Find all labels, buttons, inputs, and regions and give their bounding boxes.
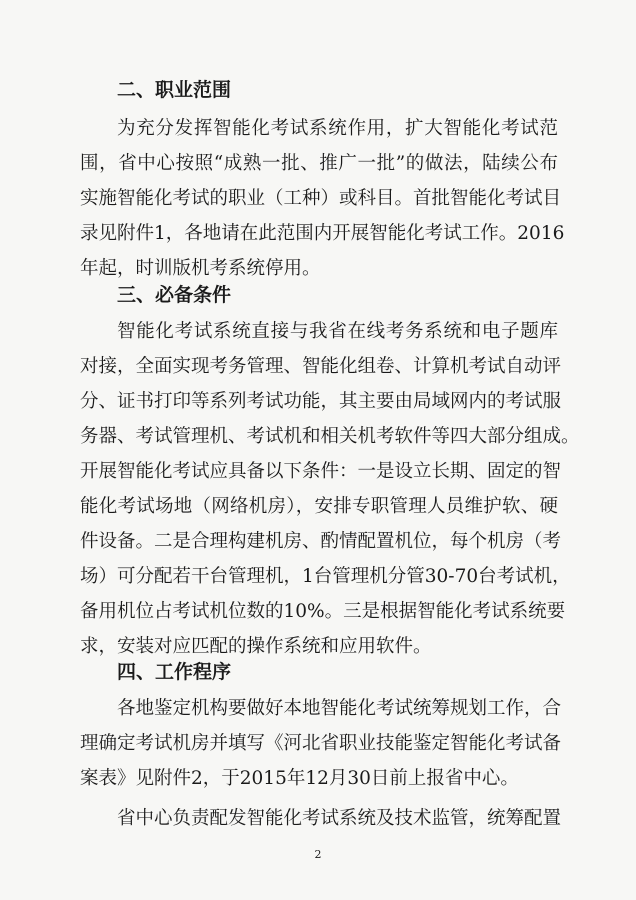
paragraph-line: 为充分发挥智能化考试系统作用，扩大智能化考试范 xyxy=(117,118,558,139)
paragraph-line: 录见附件1，各地请在此范围内开展智能化考试工作。2016 xyxy=(80,223,565,244)
paragraph-line: 求，安装对应匹配的操作系统和应用软件。 xyxy=(80,636,432,657)
paragraph-line: 各地鉴定机构要做好本地智能化考试统筹规划工作，合 xyxy=(117,698,562,719)
section-heading: 三、必备条件 xyxy=(117,284,232,306)
paragraph-line: 场）可分配若干台管理机，1台管理机分管30-70台考试机， xyxy=(80,566,571,587)
paragraph-line: 务器、考试管理机、考试机和相关机考软件等四大部分组成。 xyxy=(80,426,580,447)
paragraph-line: 案表》见附件2，于2015年12月30日前上报省中心。 xyxy=(80,768,519,789)
paragraph-line: 分、证书打印等系列考试功能，其主要由局域网内的考试服 xyxy=(80,391,562,412)
paragraph-line: 备用机位占考试机位数的10%。三是根据智能化考试系统要 xyxy=(80,601,566,622)
section-heading: 二、职业范围 xyxy=(117,79,232,101)
paragraph-line: 智能化考试系统直接与我省在线考务系统和电子题库 xyxy=(117,321,558,342)
paragraph-line: 理确定考试机房并填写《河北省职业技能鉴定智能化考试备 xyxy=(80,733,562,754)
paragraph-line: 省中心负责配发智能化考试系统及技术监管，统筹配置 xyxy=(117,808,562,829)
paragraph-line: 对接，全面实现考务管理、智能化组卷、计算机考试自动评 xyxy=(80,356,562,377)
paragraph-line: 年起，时训版机考系统停用。 xyxy=(80,258,321,279)
paragraph-line: 围，省中心按照“成熟一批、推广一批”的做法，陆续公布 xyxy=(80,153,558,174)
paragraph-line: 实施智能化考试的职业（工种）或科目。首批智能化考试目 xyxy=(80,188,562,209)
paragraph-line: 开展智能化考试应具备以下条件：一是设立长期、固定的智 xyxy=(80,461,562,482)
paragraph-line: 能化考试场地（网络机房），安排专职管理人员维护软、硬 xyxy=(80,496,558,517)
page-number: 2 xyxy=(314,848,322,861)
section-heading: 四、工作程序 xyxy=(117,661,232,683)
paragraph-line: 件设备。二是合理构建机房、酌情配置机位，每个机房（考 xyxy=(80,531,562,552)
